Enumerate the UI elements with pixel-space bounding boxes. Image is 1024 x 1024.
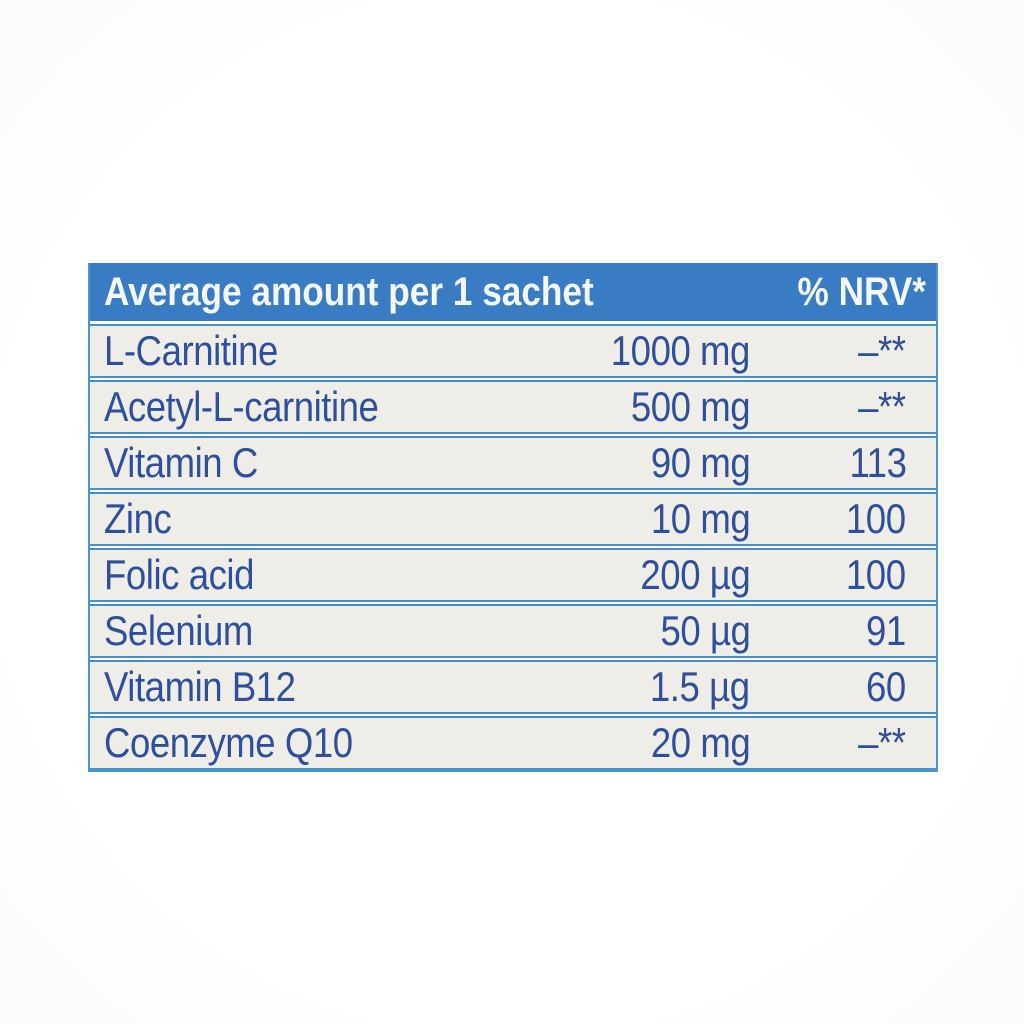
nutrient-amount-text: 20 mg (650, 719, 750, 766)
nutrient-name-text: Acetyl-L-carnitine (104, 383, 379, 430)
nutrient-name (104, 327, 560, 374)
nutrient-nrv-text: 100 (846, 495, 906, 542)
nutrient-amount-text: 1.5 µg (650, 663, 750, 710)
table-row (90, 380, 936, 434)
nutrient-nrv-text: 100 (846, 551, 906, 598)
nutrient-amount (560, 607, 750, 654)
header-nrv-label: % NRV* (797, 269, 926, 314)
table-row (90, 716, 936, 770)
nutrient-name (104, 663, 560, 710)
table-row (90, 436, 936, 490)
table-row (90, 548, 936, 602)
nutrient-name (104, 439, 560, 486)
nutrient-name-text: Zinc (104, 495, 172, 542)
nutrient-nrv (750, 607, 936, 654)
nutrient-name (104, 607, 560, 654)
table-row (90, 660, 936, 714)
nutrient-name (104, 383, 560, 430)
table-row (90, 324, 936, 378)
table-row (90, 492, 936, 546)
nutrient-amount-text: 10 mg (650, 495, 750, 542)
nutrient-nrv (750, 719, 936, 766)
nutrient-nrv (750, 551, 936, 598)
nutrient-amount-text: 50 µg (659, 607, 750, 654)
nutrient-name (104, 719, 560, 766)
nutrient-amount (560, 551, 750, 598)
nutrient-nrv-text: –** (858, 719, 906, 766)
table-header (90, 263, 936, 321)
nutrient-amount (560, 663, 750, 710)
table-row (90, 604, 936, 658)
nutrient-nrv-text: 91 (866, 607, 906, 654)
nutrient-name (104, 551, 560, 598)
nutrient-name-text: Selenium (104, 607, 253, 654)
nutrient-nrv (750, 663, 936, 710)
table-rows (90, 324, 936, 770)
nutrient-amount (560, 327, 750, 374)
nutrient-amount (560, 383, 750, 430)
nutrient-amount-text: 200 µg (640, 551, 750, 598)
nutrient-nrv-text: –** (858, 383, 906, 430)
nutrient-nrv-text: –** (858, 327, 906, 374)
nutrient-nrv-text: 113 (849, 439, 906, 486)
nutrition-table (88, 263, 938, 772)
nutrient-name-text: Folic acid (104, 551, 254, 598)
nutrient-amount-text: 90 mg (650, 439, 750, 486)
nutrient-nrv-text: 60 (866, 663, 906, 710)
nutrient-name (104, 495, 560, 542)
nutrient-nrv (750, 439, 936, 486)
nutrient-name-text: Vitamin B12 (104, 663, 296, 710)
nutrient-nrv (750, 495, 936, 542)
nutrient-name-text: Coenzyme Q10 (104, 719, 353, 766)
nutrient-name-text: L-Carnitine (104, 327, 278, 374)
nutrient-nrv (750, 383, 936, 430)
nutrient-name-text: Vitamin C (104, 439, 258, 486)
nutrient-amount-text: 500 mg (630, 383, 750, 430)
nutrient-amount (560, 495, 750, 542)
nutrient-amount (560, 439, 750, 486)
header-title: Average amount per 1 sachet (104, 269, 594, 314)
nutrient-amount (560, 719, 750, 766)
nutrient-nrv (750, 327, 936, 374)
nutrient-amount-text: 1000 mg (610, 327, 750, 374)
